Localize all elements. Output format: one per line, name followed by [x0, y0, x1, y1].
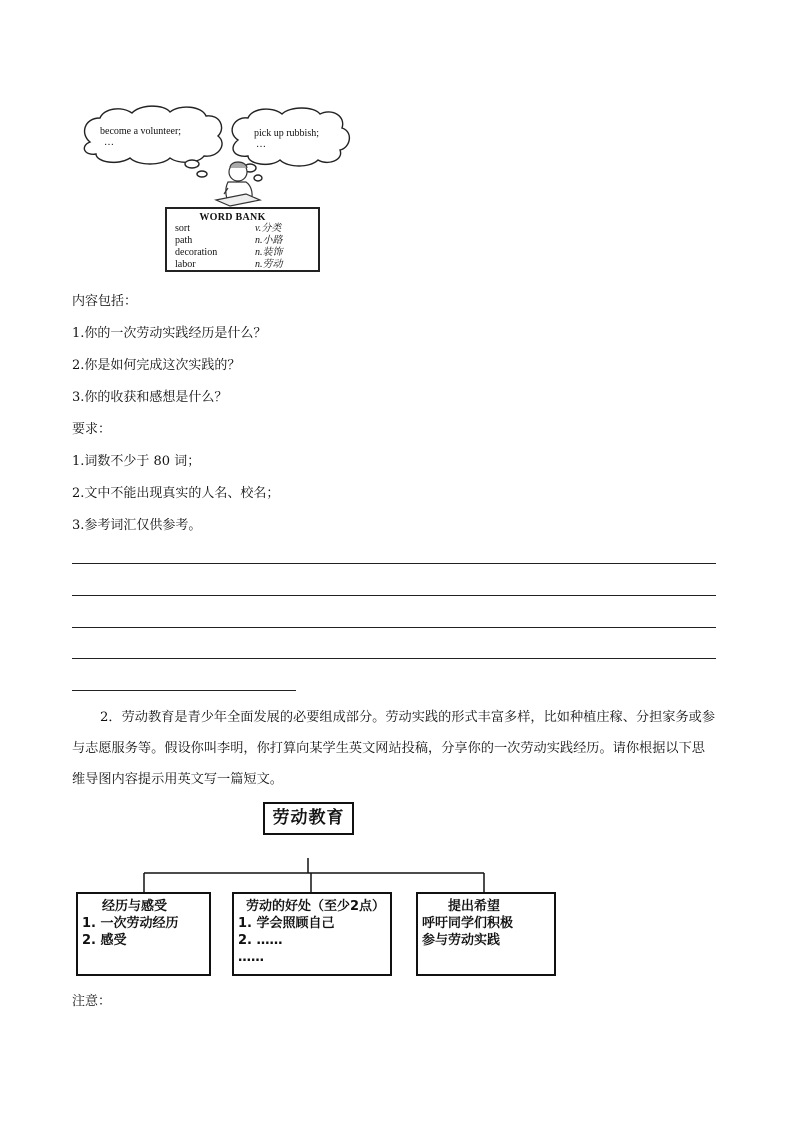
mind-map-branch	[416, 892, 556, 976]
mind-map-branch-title: 提出希望	[448, 899, 501, 914]
word-bank-title: WORD BANK	[199, 212, 266, 223]
word-bank-meaning: n.小路	[255, 235, 283, 246]
bubble-left-line2: …	[104, 137, 114, 148]
word-bank-row	[175, 235, 310, 247]
writing-line[interactable]	[72, 627, 716, 628]
word-bank-meaning: v.分类	[255, 223, 282, 234]
writing-line[interactable]	[72, 658, 716, 659]
mind-map-branch-title: 劳动的好处（至少2点）	[246, 899, 386, 914]
mind-map-branch-line: 2. 感受	[82, 933, 127, 948]
requirement-item: 3.参考词汇仅供参考。	[72, 518, 202, 533]
word-bank-word: sort	[175, 223, 190, 234]
bubble-right-line2: …	[256, 139, 266, 150]
requirement-item: 1.词数不少于 80 词；	[72, 454, 201, 469]
mind-map-branch-line: ……	[238, 950, 264, 965]
bubble-left-line1: become a volunteer;	[100, 126, 182, 137]
note-heading: 注意：	[72, 994, 112, 1009]
mind-map-root-label: 劳动教育	[272, 808, 345, 828]
word-bank-meaning: n.装饰	[255, 247, 283, 258]
mind-map	[72, 800, 562, 980]
requirements-heading: 要求：	[72, 422, 112, 437]
mind-map-branch-line: 2. ……	[238, 933, 283, 948]
mind-map-branch-line: 1. 一次劳动经历	[82, 916, 179, 931]
content-heading: 内容包括：	[72, 294, 138, 309]
content-item: 3.你的收获和感想是什么？	[72, 390, 228, 405]
mind-map-branch-title: 经历与感受	[102, 899, 168, 914]
word-bank-row	[175, 247, 310, 259]
mind-map-branch-line: 1. 学会照顾自己	[238, 916, 335, 931]
word-bank-meaning: n.劳动	[255, 259, 283, 270]
content-item: 2.你是如何完成这次实践的？	[72, 358, 241, 373]
writing-line-short[interactable]	[72, 690, 296, 691]
illustration	[78, 104, 368, 272]
writing-line[interactable]	[72, 563, 716, 564]
word-bank-word: decoration	[175, 247, 218, 258]
word-bank-row	[175, 259, 310, 271]
requirement-item: 2.文中不能出现真实的人名、校名；	[72, 486, 280, 501]
word-bank-row	[175, 223, 310, 235]
word-bank-word: path	[175, 235, 193, 246]
content-item: 1.你的一次劳动实践经历是什么？	[72, 326, 267, 341]
bubble-right-line1: pick up rubbish;	[254, 128, 319, 139]
mind-map-branch	[232, 892, 392, 976]
word-bank-word: labor	[175, 259, 196, 270]
word-bank	[165, 207, 320, 272]
mind-map-branch	[76, 892, 211, 976]
mind-map-root	[263, 802, 354, 835]
mind-map-branch-line: 呼吁同学们积极	[422, 916, 514, 931]
question-2-text: 2．劳动教育是青少年全面发展的必要组成部分。劳动实践的形式丰富多样，比如种植庄稼、分担家务或参与志愿服务等。假设你叫李明，你打算向某学生英文网站投稿，分享你的一次劳动实践经历。请你根据以下思维导图内容提示用英文写一篇短文。	[72, 710, 716, 787]
writing-line[interactable]	[72, 595, 716, 596]
mind-map-branch-line: 参与劳动实践	[422, 933, 501, 948]
